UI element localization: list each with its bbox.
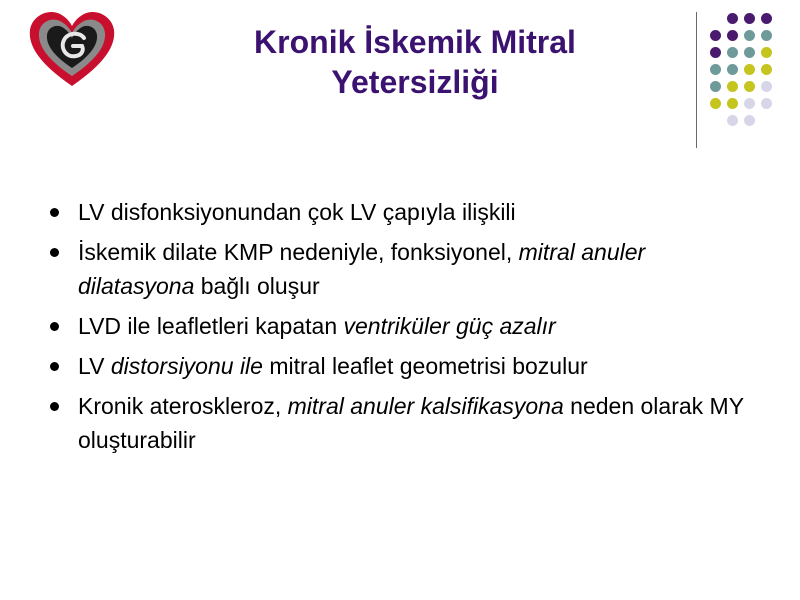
bullet-item	[44, 235, 744, 303]
bullet-dot-icon	[50, 362, 59, 371]
bullet-item	[44, 349, 744, 383]
bullet-list	[44, 195, 744, 463]
bullet-text: İskemik dilate KMP nedeniyle, fonksiyonel,	[78, 239, 519, 265]
slide-title-line-1: Kronik İskemik Mitral	[254, 24, 576, 60]
decorative-dot	[761, 81, 772, 92]
bullet-text: LV	[78, 353, 111, 379]
bullet-dot-icon	[50, 208, 59, 217]
bullet-text: mitral leaflet geometrisi bozulur	[262, 353, 588, 379]
bullet-dot-icon	[50, 402, 59, 411]
bullet-text: neden olarak MY oluşturabilir	[78, 393, 744, 453]
decorative-dot	[744, 81, 755, 92]
decorative-dot	[710, 30, 721, 41]
decorative-dot	[727, 13, 738, 24]
bullet-text-italic: distorsiyonu ile	[110, 353, 263, 379]
slide-title	[180, 22, 650, 102]
decorative-dot	[710, 81, 721, 92]
decorative-vertical-line	[696, 12, 697, 148]
bullet-text: LV disfonksiyonundan çok LV çapıyla ilişkili	[78, 199, 516, 225]
bullet-item	[44, 309, 744, 343]
decorative-dot	[710, 98, 721, 109]
decorative-dot	[727, 98, 738, 109]
decorative-dot	[744, 64, 755, 75]
bullet-text-italic: mitral anuler dilatasyona	[78, 239, 646, 299]
decorative-dot	[727, 81, 738, 92]
decorative-dot	[761, 98, 772, 109]
slide-title-line-2: Yetersizliği	[331, 64, 499, 100]
decorative-dot	[744, 30, 755, 41]
decorative-dot	[761, 30, 772, 41]
decorative-dot	[727, 115, 738, 126]
bullet-text-italic: mitral anuler kalsifikasyona	[287, 393, 564, 419]
decorative-dot	[727, 30, 738, 41]
heart-logo-icon	[26, 8, 118, 90]
decorative-dot	[761, 13, 772, 24]
decorative-dot	[744, 115, 755, 126]
decorative-dot	[761, 64, 772, 75]
bullet-text: bağlı oluşur	[194, 273, 320, 299]
bullet-text: Kronik ateroskleroz,	[78, 393, 288, 419]
decorative-dot	[727, 64, 738, 75]
bullet-dot-icon	[50, 322, 59, 331]
bullet-item	[44, 389, 744, 457]
decorative-dot	[727, 47, 738, 58]
decorative-dot	[710, 47, 721, 58]
decorative-dot	[761, 47, 772, 58]
decorative-dot	[744, 98, 755, 109]
decorative-dot	[744, 47, 755, 58]
bullet-item	[44, 195, 744, 229]
decorative-dot	[744, 13, 755, 24]
decorative-dot	[710, 64, 721, 75]
bullet-dot-icon	[50, 248, 59, 257]
bullet-text-italic: ventriküler güç azalır	[343, 313, 556, 339]
bullet-text: LVD ile leafletleri kapatan	[78, 313, 344, 339]
